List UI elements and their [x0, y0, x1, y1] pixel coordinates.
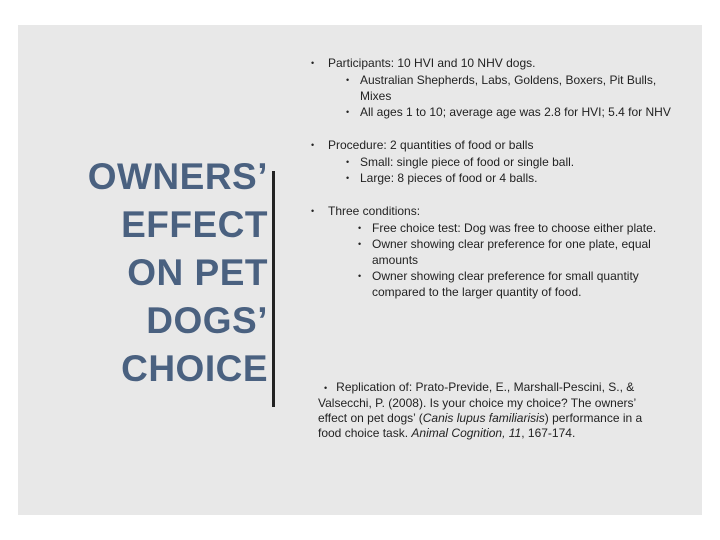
- bullet-text: Three conditions:: [328, 204, 421, 218]
- bullet-text: Participants: 10 HVI and 10 NHV dogs.: [328, 56, 536, 70]
- sub-bullet-item: • Small: single piece of food or single ball.: [338, 154, 688, 170]
- title-line: DOGS’: [146, 300, 268, 341]
- title-line: OWNERS’: [87, 156, 268, 197]
- title-line: EFFECT: [121, 204, 268, 245]
- vertical-divider: [272, 171, 275, 407]
- sub-bullet-item: • Owner showing clear preference for small quantity compared to the larger quantity of food.: [350, 268, 688, 300]
- slide-title: [58, 153, 268, 393]
- reference-citation: [318, 380, 663, 441]
- sub-bullet-list: [328, 220, 688, 300]
- reference-prefix: Replication of: Prato-Previde, E., Marshall-Pescini, S., & Valsecchi, P. (2008). Is your choice my choice? The owners’ effect on pet dogs’ (: [318, 380, 636, 425]
- reference-species: Canis lupus familiarisis: [422, 411, 545, 425]
- bullet-list: [308, 55, 688, 300]
- reference-suffix: , 167-174.: [521, 426, 576, 440]
- bullet-text: Procedure: 2 quantities of food or balls: [328, 138, 534, 152]
- bullet-content: [308, 55, 688, 300]
- title-line: CHOICE: [121, 348, 268, 389]
- sub-bullet-list: [328, 154, 688, 186]
- reference-middle: ) performance in a food choice task.: [318, 411, 643, 440]
- sub-bullet-item: • All ages 1 to 10; average age was 2.8 for HVI; 5.4 for NHV: [338, 104, 688, 120]
- sub-bullet-item: • Owner showing clear preference for one plate, equal amounts: [350, 236, 688, 268]
- slide: [18, 25, 702, 515]
- sub-bullet-list: [328, 72, 688, 120]
- reference-journal: Animal Cognition, 11: [411, 426, 522, 440]
- title-line: ON PET: [127, 252, 268, 293]
- sub-bullet-item: • Australian Shepherds, Labs, Goldens, Boxers, Pit Bulls, Mixes: [338, 72, 688, 104]
- reference-bullet: •: [324, 383, 328, 393]
- bullet-item: [308, 203, 688, 300]
- bullet-item: [308, 55, 688, 120]
- bullet-item: [308, 137, 688, 186]
- sub-bullet-item: • Free choice test: Dog was free to choose either plate.: [350, 220, 688, 236]
- sub-bullet-item: • Large: 8 pieces of food or 4 balls.: [338, 170, 688, 186]
